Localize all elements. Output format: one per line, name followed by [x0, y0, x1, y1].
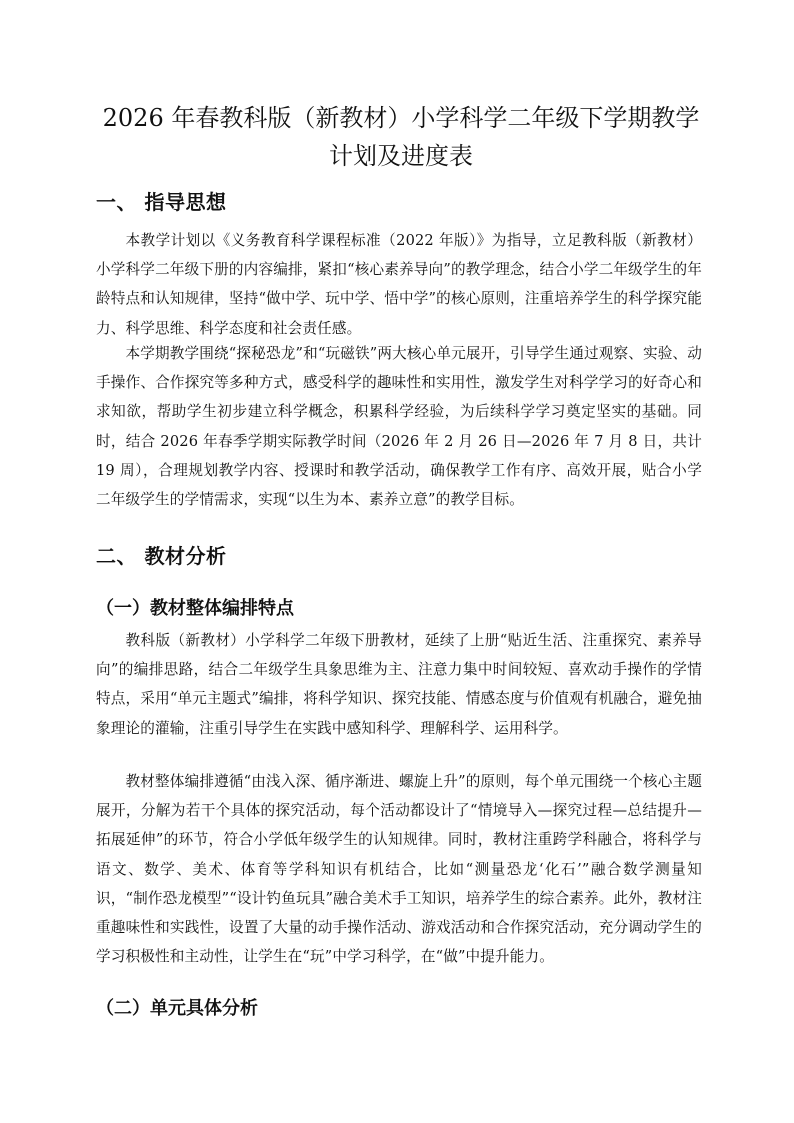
guiding-paragraph-1: 本教学计划以《义务教育科学课程标准（2022 年版）》为指导，立足教科版（新教材）小学科学二年级下册的内容编排，紧扣“核心素养导向”的教学理念，结合小学二年级学生的年龄特点和认知规律，坚持“做中学、玩中学、悟中学”的核心原则，注重培养学生的科学探究能力、科学思维、科学态度和社会责任感。: [96, 232, 702, 337]
subsection-heading-unit: （二）单元具体分析: [96, 998, 258, 1019]
subsection-heading-overall: （一）教材整体编排特点: [96, 598, 294, 619]
document-title-line-1: 2026 年春教科版（新教材）小学科学二年级下学期教学: [102, 104, 700, 132]
overall-paragraph-1: 教科版（新教材）小学科学二年级下册教材，延续了上册“贴近生活、注重探究、素养导向”的编排思路，结合二年级学生具象思维为主、注意力集中时间较短、喜欢动手操作的学情特点，采用“单元主题式”编排，将科学知识、探究技能、情感态度与价值观有机融合，避免抽象理论的灌输，注重引导学生在实践中感知科学、理解科学、运用科学。: [96, 632, 702, 737]
section-heading-textbook: 二、 教材分析: [96, 544, 227, 568]
section-heading-guiding: 一、 指导思想: [96, 190, 227, 214]
guiding-paragraph-2: 本学期教学围绕“探秘恐龙”和“玩磁铁”两大核心单元展开，引导学生通过观察、实验、动手操作、合作探究等多种方式，感受科学的趣味性和实用性，激发学生对科学学习的好奇心和求知欲，帮助学生初步建立科学概念，积累科学经验，为后续科学学习奠定坚实的基础。同时，结合 2026 年春季学期实际教学时间（2026 年 2 月 26 日—2026 年 7 月 8 日，共计 19 周），合理规划教学内容、授课时和教学活动，确保教学工作有序、高效开展，贴合小学二年级学生的学情需求，实现“以生为本、素养立意”的教学目标。: [96, 345, 702, 509]
document-title-line-2: 计划及进度表: [329, 142, 473, 170]
overall-paragraph-2: 教材整体编排遵循“由浅入深、循序渐进、螺旋上升”的原则，每个单元围绕一个核心主题展开，分解为若干个具体的探究活动，每个活动都设计了“情境导入—探究过程—总结提升—拓展延伸”的环节，符合小学低年级学生的认知规律。同时，教材注重跨学科融合，将科学与语文、数学、美术、体育等学科知识有机结合，比如“测量恐龙‘化石’”融合数学测量知识，“制作恐龙模型”“设计钓鱼玩具”融合美术手工知识，培养学生的综合素养。此外，教材注重趣味性和实践性，设置了大量的动手操作活动、游戏活动和合作探究活动，充分调动学生的学习积极性和主动性，让学生在“玩”中学习科学，在“做”中提升能力。: [96, 773, 702, 966]
